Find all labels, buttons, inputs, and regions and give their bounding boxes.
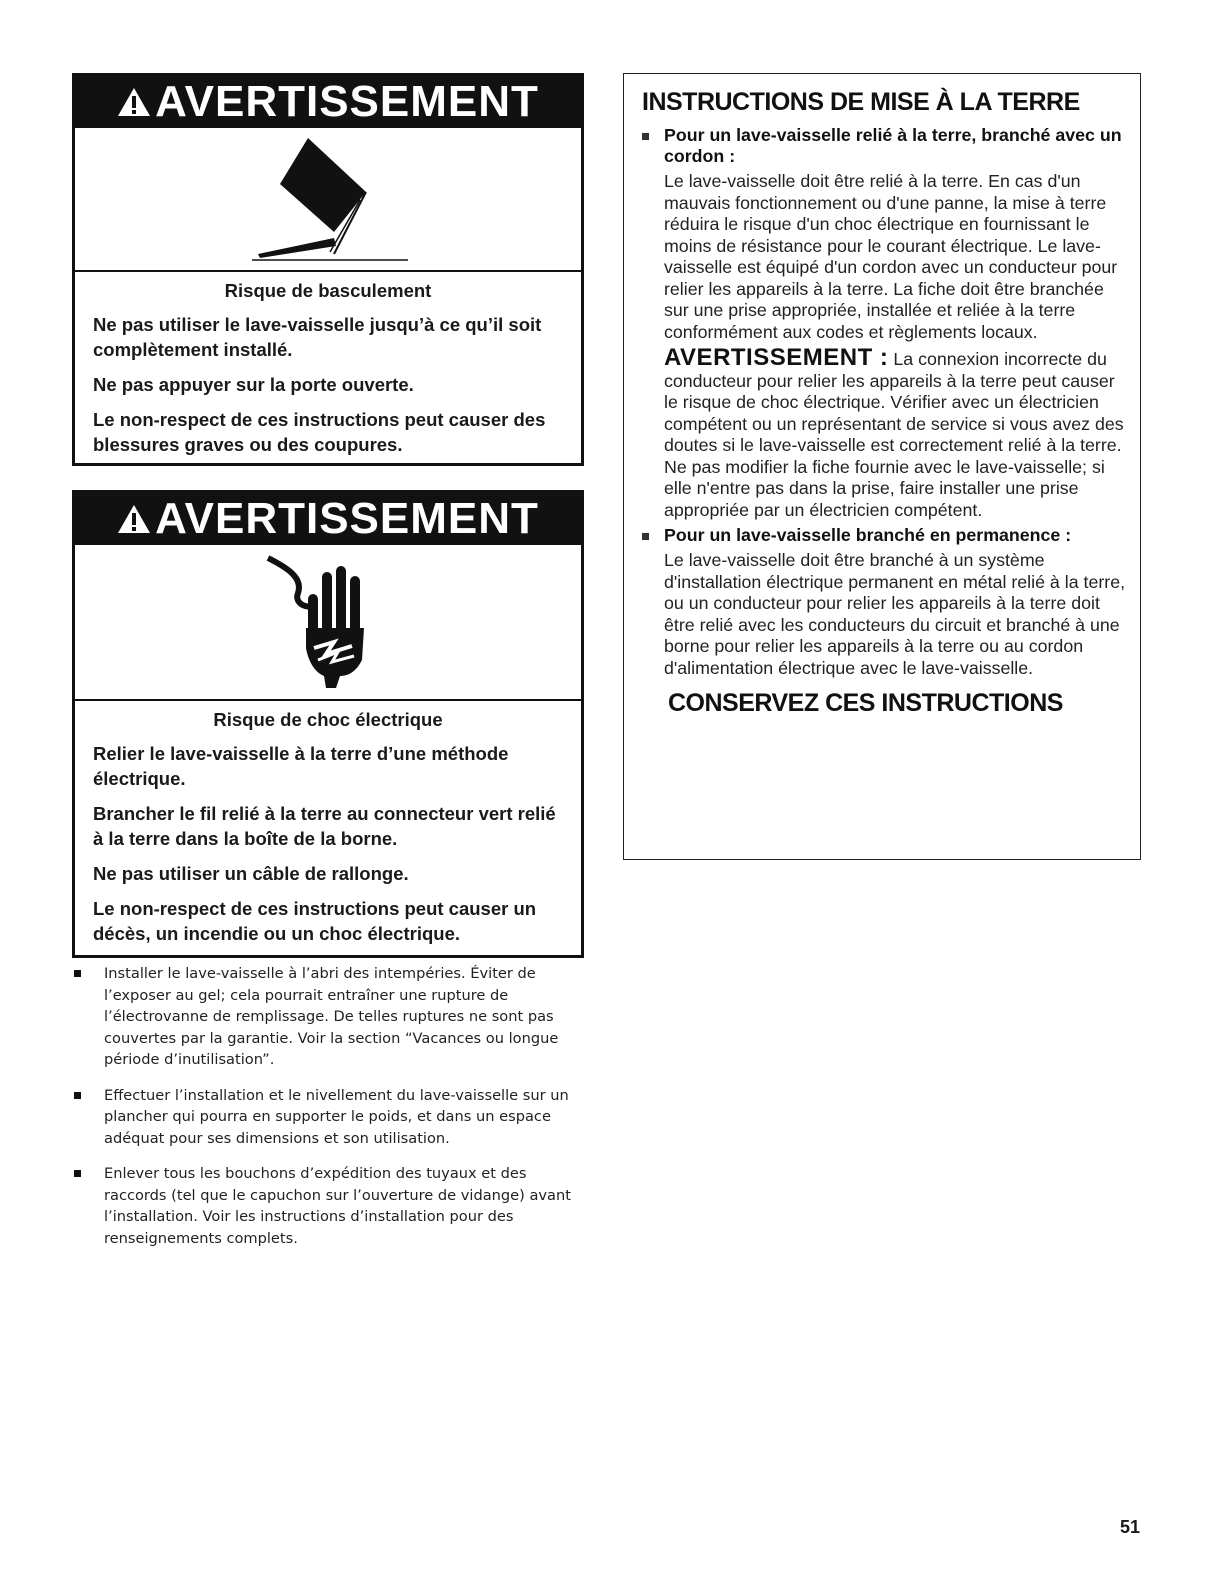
grounding-item-text: Le lave-vaisselle doit être branché à un système d'installation électrique permanent en métal relié à la terre, ou un conducteur pour relier les appareils à la terre doit être relié avec les conducteurs du circuit et branché à une borne pour relier les appareils à la terre ou au cordon d'alimentation électrique avec le lave-vaisselle.	[664, 550, 1126, 678]
grounding-warning-label: AVERTISSEMENT :	[664, 344, 889, 371]
list-item	[72, 1085, 587, 1150]
grounding-instructions-box	[623, 73, 1141, 860]
installation-bullets	[72, 963, 587, 1263]
warning-header-text: AVERTISSEMENT	[155, 494, 539, 543]
warning-header	[75, 493, 581, 545]
warning-line: Le non-respect de ces instructions peut causer un décès, un incendie ou un choc électrique.	[93, 898, 537, 944]
warning-caption: Risque de choc électrique	[213, 709, 443, 730]
list-item	[642, 125, 1126, 521]
bullet-square-icon	[74, 1170, 81, 1177]
warning-triangle-icon	[117, 86, 151, 118]
grounding-warning	[664, 344, 1126, 521]
warning-line: Brancher le fil relié à la terre au connecteur vert relié à la terre dans la boîte de la borne.	[93, 803, 556, 849]
bullet-square-icon	[74, 1092, 81, 1099]
grounding-footer: CONSERVEZ CES INSTRUCTIONS	[668, 689, 1063, 717]
electric-shock-hand-icon	[248, 548, 408, 696]
list-item-text: Effectuer l’installation et le nivellement du lave-vaisselle sur un plancher qui pourra en supporter le poids, et dans un espace adéquat pour ses dimensions et son utilisation.	[104, 1086, 569, 1147]
warning-header-text: AVERTISSEMENT	[155, 77, 539, 126]
shock-pictogram	[75, 545, 581, 701]
list-item-text: Installer le lave-vaisselle à l’abri des intempéries. Éviter de l’exposer au gel; cela pourrait entraîner une rupture de l’électrovanne de remplissage. De telles ruptures ne sont pas couvertes par la garantie. Voir la section “Vacances ou longue période d’inutilisation”.	[104, 965, 559, 1068]
list-item	[72, 1163, 587, 1249]
list-item	[642, 525, 1126, 679]
page-number: 51	[1120, 1517, 1141, 1537]
list-item	[72, 963, 587, 1071]
warning-line: Ne pas utiliser le lave-vaisselle jusqu’à ce qu’il soit complètement installé.	[93, 314, 542, 360]
warning-line: Ne pas utiliser un câble de rallonge.	[93, 863, 409, 884]
bullet-square-icon	[642, 133, 649, 140]
bullet-square-icon	[74, 970, 81, 977]
tipping-warning-box	[72, 73, 584, 466]
grounding-item-heading: Pour un lave-vaisselle relié à la terre, branché avec un cordon :	[664, 125, 1122, 166]
warning-triangle-icon	[117, 503, 151, 535]
list-item-text: Enlever tous les bouchons d’expédition des tuyaux et des raccords (tel que le capuchon sur l’ouverture de vidange) avant l’installation. Voir les instructions d’installation pour des renseignements complets.	[104, 1165, 571, 1247]
shock-warning-box	[72, 490, 584, 958]
warning-line: Relier le lave-vaisselle à la terre d’une méthode électrique.	[93, 743, 509, 789]
tipping-pictogram	[75, 128, 581, 272]
warning-line: Le non-respect de ces instructions peut causer des blessures graves ou des coupures.	[93, 409, 546, 455]
tipping-dishwasher-icon	[238, 134, 418, 264]
bullet-square-icon	[642, 533, 649, 540]
grounding-item-text: Le lave-vaisselle doit être relié à la terre. En cas d'un mauvais fonctionnement ou d'une panne, la mise à terre réduira le risque d'un choc électrique en fournissant le moins de résistance pour le courant électrique. Le lave-vaisselle est équipé d'un cordon avec un conducteur pour relier les appareils à la terre. La fiche doit être branchée sur une prise appropriée, installée et reliée à la terre conformément aux codes et règlements locaux.	[664, 171, 1118, 342]
warning-header	[75, 76, 581, 128]
warning-line: Ne pas appuyer sur la porte ouverte.	[93, 374, 414, 395]
grounding-item-heading: Pour un lave-vaisselle branché en permanence :	[664, 525, 1072, 545]
grounding-warning-text: La connexion incorrecte du conducteur pour relier les appareils à la terre peut causer le risque de choc électrique. Vérifier avec un électricien compétent ou un représentant de service si vous avez des doutes si le lave-vaisselle est correctement relié à la terre. Ne pas modifier la fiche fournie avec le lave-vaisselle; si elle n'entre pas dans la prise, faire installer une prise appropriée par un électricien compétent.	[664, 349, 1124, 520]
grounding-title: INSTRUCTIONS DE MISE À LA TERRE	[642, 88, 1080, 116]
warning-caption: Risque de basculement	[224, 280, 432, 301]
